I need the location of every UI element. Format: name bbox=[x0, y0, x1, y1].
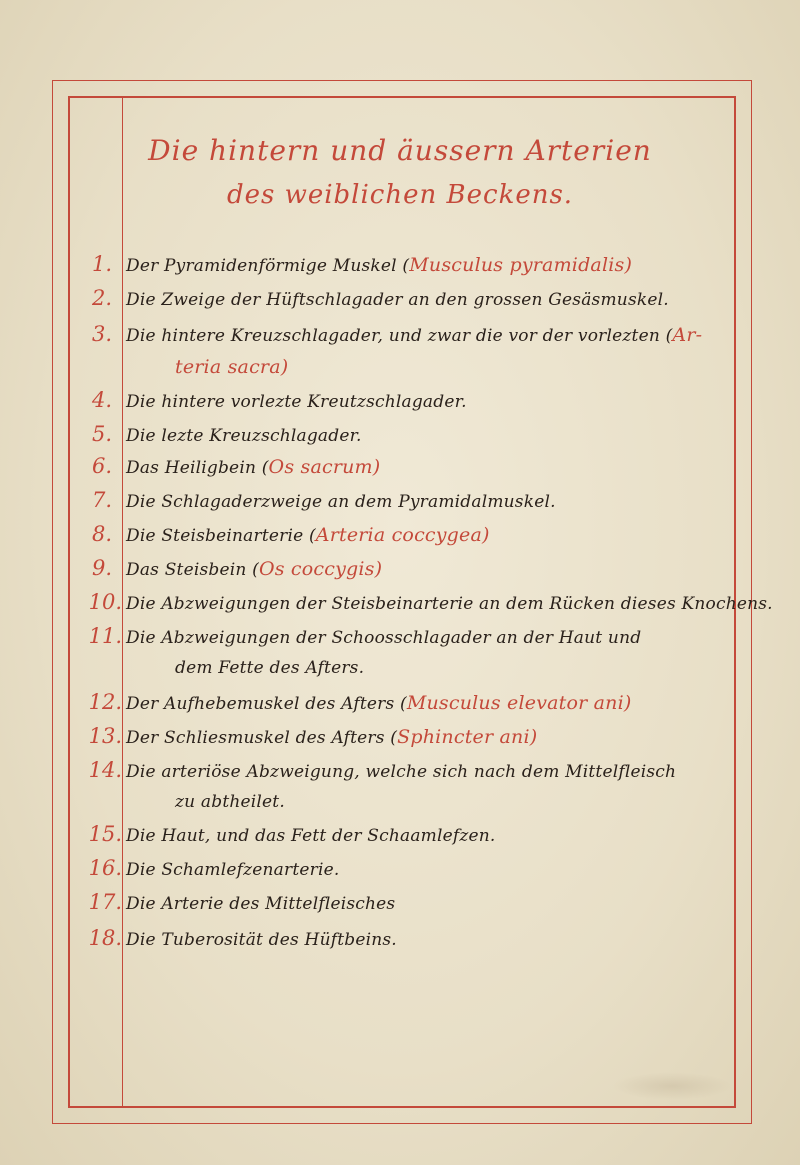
entry-line bbox=[126, 760, 676, 782]
entry-number: 1. bbox=[91, 252, 112, 276]
entry-line bbox=[126, 928, 397, 950]
entry-line bbox=[175, 656, 364, 678]
entry-text: Die lezte Kreuzschlagader. bbox=[126, 426, 362, 446]
entry-number: 7. bbox=[91, 488, 112, 512]
latin-term: Sphincter ani bbox=[397, 726, 530, 748]
closing-paren: ) bbox=[374, 558, 383, 580]
entry-text: Die Schlagaderzweige an dem Pyramidalmuskel. bbox=[126, 492, 556, 512]
latin-term: Arteria coccygea bbox=[315, 524, 483, 546]
entry-text: Der Aufhebemuskel des Afters ( bbox=[126, 694, 407, 714]
entry-number: 15. bbox=[88, 822, 122, 846]
entry-line bbox=[126, 892, 395, 914]
margin-rule bbox=[122, 96, 123, 1108]
entry-text: dem Fette des Afters. bbox=[175, 658, 365, 678]
entry-number: 17. bbox=[88, 890, 122, 914]
entry-text: Die Steisbeinarterie ( bbox=[126, 526, 316, 546]
entry-text: Die hintere Kreuzschlagader, und zwar die vor der vorlezten ( bbox=[126, 326, 673, 346]
entry-number: 3. bbox=[91, 322, 112, 346]
closing-paren: ) bbox=[482, 524, 490, 546]
entry-line bbox=[126, 288, 669, 310]
entry-number: 16. bbox=[88, 856, 122, 880]
paper-stain bbox=[612, 1072, 732, 1100]
entry-text: Die Schamlefzenarterie. bbox=[126, 860, 340, 880]
closing-paren: ) bbox=[529, 726, 538, 748]
entry-text: Die Abzweigungen der Schoosschlagader an der Haut und bbox=[126, 628, 642, 648]
entry-line bbox=[175, 356, 288, 378]
entry-line bbox=[126, 592, 773, 614]
entry-number: 2. bbox=[91, 286, 112, 310]
entry-line bbox=[175, 790, 285, 812]
entry-line bbox=[126, 390, 467, 412]
closing-paren: ) bbox=[280, 356, 289, 378]
entry-text: Die Haut, und das Fett der Schaamlefzen. bbox=[126, 826, 496, 846]
entry-number: 4. bbox=[91, 388, 112, 412]
entry-line bbox=[126, 424, 362, 446]
entry-text: Die Abzweigungen der Steisbeinarterie an dem Rücken dieses Knochens. bbox=[126, 594, 773, 614]
title-line-2: des weiblichen Beckens. bbox=[226, 180, 574, 210]
entry-text: zu abtheilet. bbox=[175, 792, 285, 812]
latin-term: Os coccygis bbox=[258, 558, 375, 580]
closing-paren: ) bbox=[372, 456, 381, 478]
entry-line bbox=[126, 626, 641, 648]
entry-number: 12. bbox=[88, 690, 122, 714]
entry-line bbox=[126, 824, 496, 846]
entry-line bbox=[126, 490, 556, 512]
entry-line bbox=[126, 692, 632, 714]
entry-line bbox=[126, 456, 380, 478]
entry-text: Die Tuberosität des Hüftbeins. bbox=[126, 930, 397, 950]
entry-text: Der Schliesmuskel des Afters ( bbox=[126, 728, 398, 748]
entry-line bbox=[126, 524, 490, 546]
entry-number: 8. bbox=[91, 522, 112, 546]
latin-term: Os sacrum bbox=[268, 456, 373, 478]
entry-line bbox=[126, 254, 632, 276]
latin-term: Musculus elevator ani bbox=[406, 692, 624, 714]
entry-number: 14. bbox=[88, 758, 122, 782]
entry-number: 18. bbox=[88, 926, 122, 950]
entry-text: Der Pyramidenförmige Muskel ( bbox=[126, 256, 410, 276]
entry-line bbox=[126, 558, 382, 580]
entry-text: Die Zweige der Hüftschlagader an den grossen Gesäsmuskel. bbox=[126, 290, 669, 310]
latin-term: Ar- bbox=[672, 324, 703, 346]
entry-number: 13. bbox=[88, 724, 122, 748]
entry-number: 9. bbox=[91, 556, 112, 580]
entry-line bbox=[126, 324, 702, 346]
latin-term: Musculus pyramidalis bbox=[409, 254, 625, 276]
title-line-1: Die hintern und äussern Arterien bbox=[148, 134, 652, 167]
entry-text: Die hintere vorlezte Kreutzschlagader. bbox=[126, 392, 467, 412]
entry-number: 11. bbox=[88, 624, 122, 648]
entry-text: Das Heiligbein ( bbox=[126, 458, 269, 478]
entry-line bbox=[126, 726, 537, 748]
entry-text: Die Arterie des Mittelfleisches bbox=[126, 894, 396, 914]
entry-number: 10. bbox=[88, 590, 122, 614]
closing-paren: ) bbox=[623, 692, 632, 714]
entry-number: 6. bbox=[91, 454, 112, 478]
entry-number: 5. bbox=[91, 422, 112, 446]
entry-line bbox=[126, 858, 339, 880]
latin-term: teria sacra bbox=[175, 356, 281, 378]
entry-text: Das Steisbein ( bbox=[126, 560, 259, 580]
closing-paren: ) bbox=[624, 254, 633, 276]
entry-text: Die arteriöse Abzweigung, welche sich nach dem Mittelfleisch bbox=[126, 762, 677, 782]
